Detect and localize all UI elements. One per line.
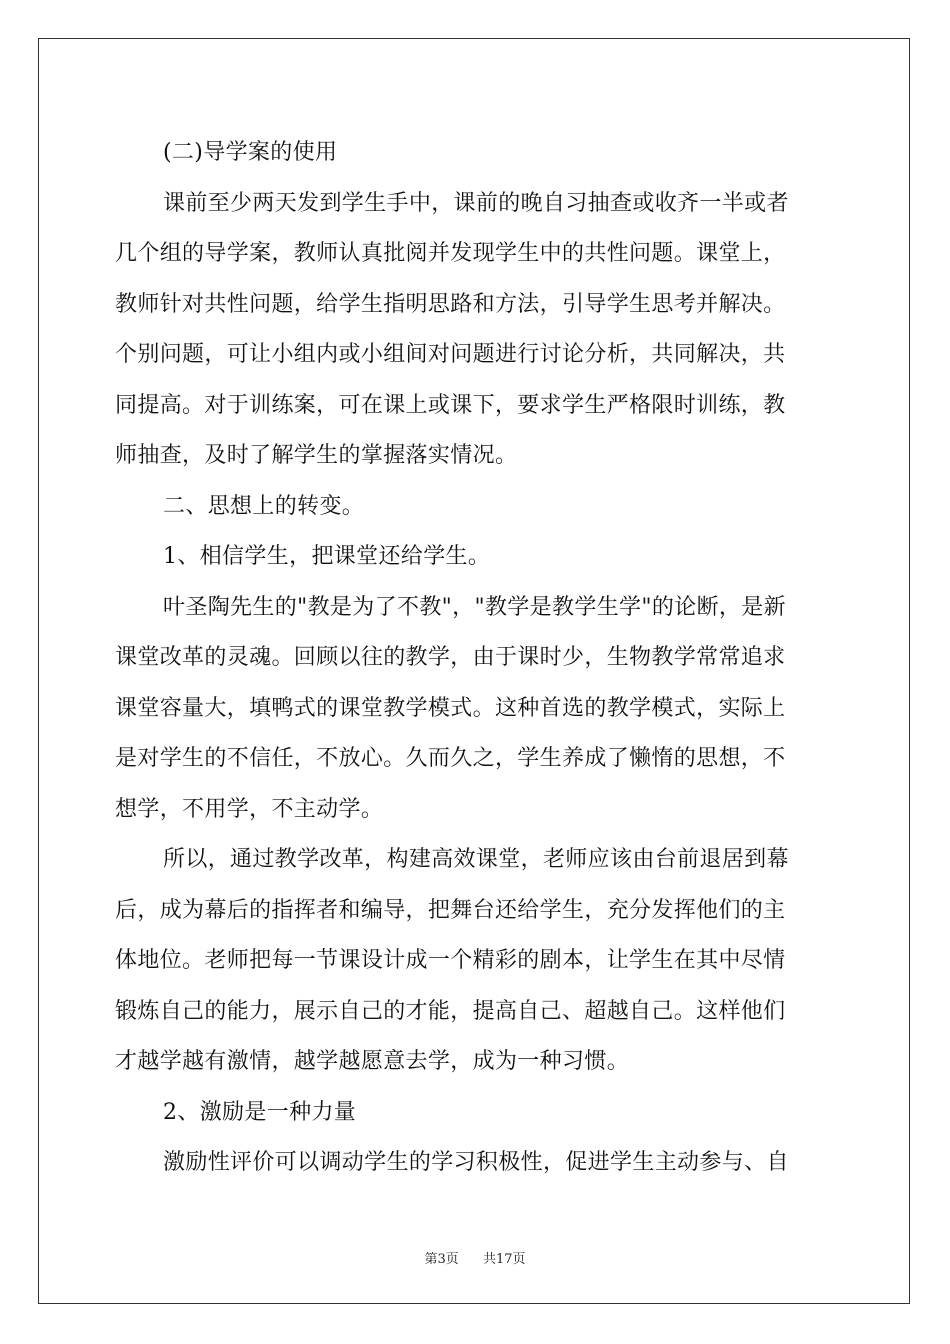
text-line: 锻炼自己的能力，展示自己的才能，提高自己、超越自己。这样他们 [115, 998, 786, 1024]
text-line: 教师针对共性问题，给学生指明思路和方法，引导学生思考并解决。 [115, 291, 786, 317]
text-line: 才越学越有激情，越学越愿意去学，成为一种习惯。 [115, 1049, 630, 1074]
text-line: 1、相信学生，把课堂还给学生。 [163, 544, 491, 569]
text-line: 个别问题，可让小组内或小组间对问题进行讨论分析，共同解决，共 [115, 342, 786, 367]
text-line: 师抽查，及时了解学生的掌握落实情况。 [115, 443, 518, 468]
text-line: 后，成为幕后的指挥者和编导，把舞台还给学生，充分发挥他们的主 [115, 897, 786, 923]
text-line: 是对学生的不信任，不放心。久而久之，学生养成了懒惰的思想，不 [115, 746, 786, 771]
text-line: 叶圣陶先生的"教是为了不教"，"教学是教学生学"的论断，是新 [163, 594, 786, 620]
text-line: 2、激励是一种力量 [163, 1099, 357, 1125]
text-line: 体地位。老师把每一节课设计成一个精彩的剧本，让学生在其中尽情 [115, 948, 786, 973]
current-page-number: 第3页 [424, 1252, 459, 1267]
text-line: 想学，不用学，不主动学。 [115, 796, 384, 822]
text-line: 所以，通过教学改革，构建高效课堂，老师应该由台前退居到幕 [163, 847, 789, 872]
text-line: (二)导学案的使用 [163, 140, 338, 165]
text-line: 同提高。对于训练案，可在课上或课下，要求学生严格限时训练，教 [115, 392, 786, 418]
page-footer [0, 1248, 950, 1267]
text-line: 课堂容量大，填鸭式的课堂教学模式。这种首选的教学模式，实际上 [115, 695, 786, 721]
text-line: 几个组的导学案，教师认真批阅并发现学生中的共性问题。课堂上， [115, 241, 786, 266]
total-pages: 共17页 [483, 1252, 526, 1267]
text-line: 课前至少两天发到学生手中，课前的晚自习抽查或收齐一半或者 [163, 190, 789, 216]
text-line: 激励性评价可以调动学生的学习积极性，促进学生主动参与、自 [163, 1150, 789, 1175]
document-body [115, 128, 835, 1189]
text-line: 二、思想上的转变。 [163, 493, 365, 519]
text-line: 课堂改革的灵魂。回顾以往的教学，由于课时少，生物教学常常追求 [115, 645, 786, 670]
